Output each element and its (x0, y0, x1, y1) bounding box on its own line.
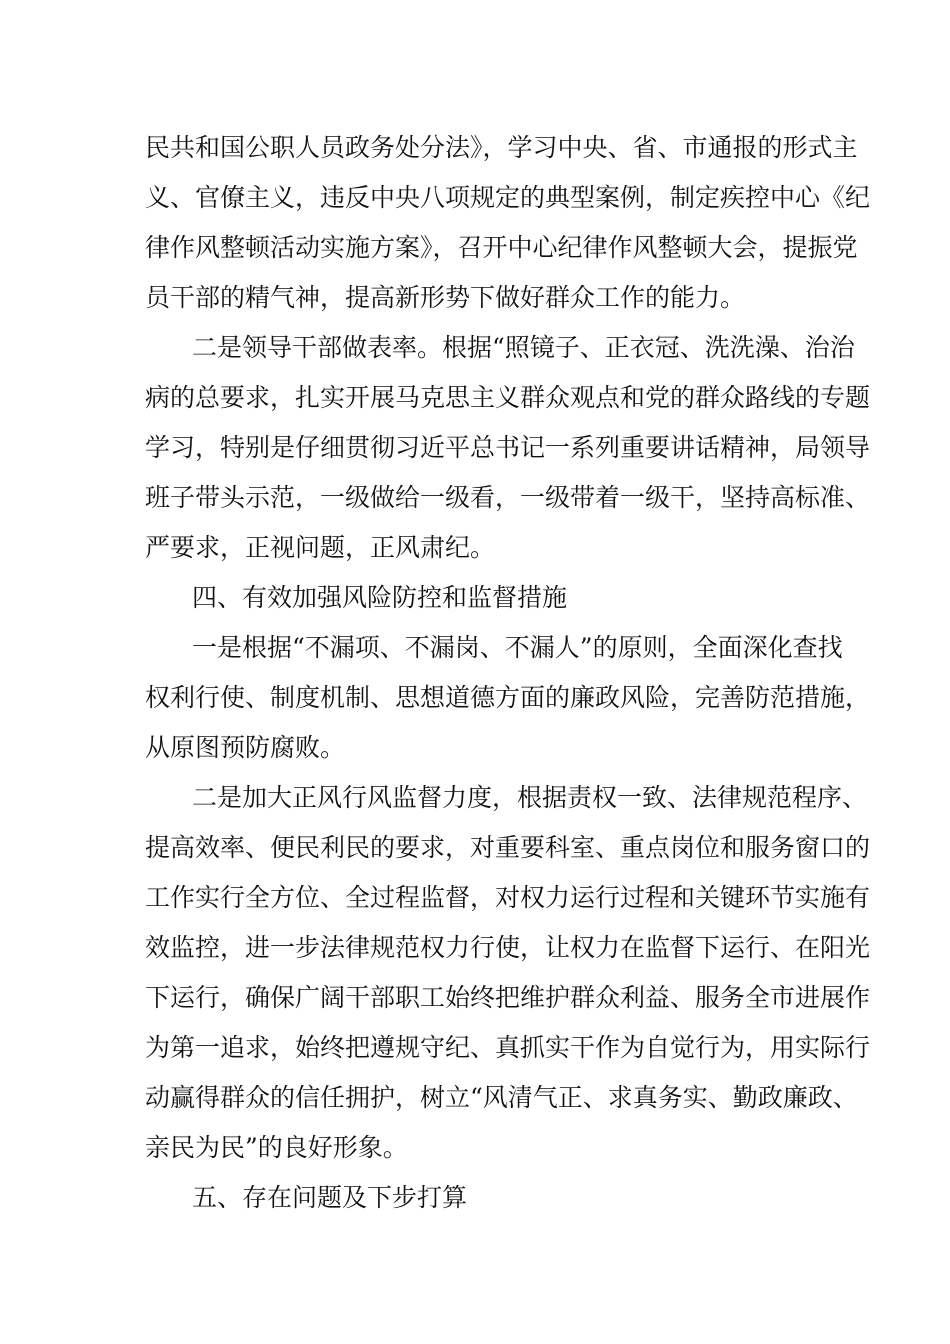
text-line: 员干部的精气神，提高新形势下做好群众工作的能力。 (145, 283, 746, 312)
text-line: 权利行使、制度机制、思想道德方面的廉政风险，完善防范措施， (145, 683, 871, 712)
text-line: 民共和国公职人员政务处分法》，学习中央、省、市通报的形式主 (145, 133, 858, 162)
paragraph-first-line: 二是领导干部做表率。根据“照镜子、正衣冠、洗洗澡、治治 (192, 333, 855, 362)
section-heading: 五、存在问题及下步打算 (192, 1183, 468, 1212)
text-line: 亲民为民”的良好形象。 (145, 1133, 408, 1162)
paragraph-first-line: 二是加大正风行风监督力度，根据责权一致、法律规范程序、 (192, 783, 868, 812)
text-line: 律作风整顿活动实施方案》，召开中心纪律作风整顿大会，提振党 (145, 233, 858, 262)
text-line: 提高效率、便民利民的要求，对重要科室、重点岗位和服务窗口的 (145, 833, 871, 862)
text-line: 严要求，正视问题，正风肃纪。 (145, 533, 496, 562)
text-line: 病的总要求，扎实开展马克思主义群众观点和党的群众路线的专题 (145, 383, 871, 412)
text-line: 班子带头示范，一级做给一级看，一级带着一级干，坚持高标准、 (145, 483, 871, 512)
paragraph-first-line: 一是根据“不漏项、不漏岗、不漏人”的原则，全面深化查找 (192, 633, 843, 662)
text-line: 学习，特别是仔细贯彻习近平总书记一系列重要讲话精神，局领导 (145, 433, 871, 462)
text-line: 从原图预防腐败。 (145, 733, 346, 762)
section-heading: 四、有效加强风险防控和监督措施 (192, 583, 568, 612)
text-line: 效监控，进一步法律规范权力行使，让权力在监督下运行、在阳光 (145, 933, 871, 962)
text-line: 动赢得群众的信任拥护，树立“风清气正、求真务实、勤政廉政、 (145, 1083, 858, 1112)
text-line: 义、官僚主义，违反中央八项规定的典型案例，制定疾控中心《纪 (145, 183, 871, 212)
text-line: 工作实行全方位、全过程监督，对权力运行过程和关键环节实施有 (145, 883, 871, 912)
text-line: 为第一追求，始终把遵规守纪、真抓实干作为自觉行为，用实际行 (145, 1033, 871, 1062)
text-line: 下运行，确保广阔干部职工始终把维护群众利益、服务全市进展作 (145, 983, 871, 1012)
